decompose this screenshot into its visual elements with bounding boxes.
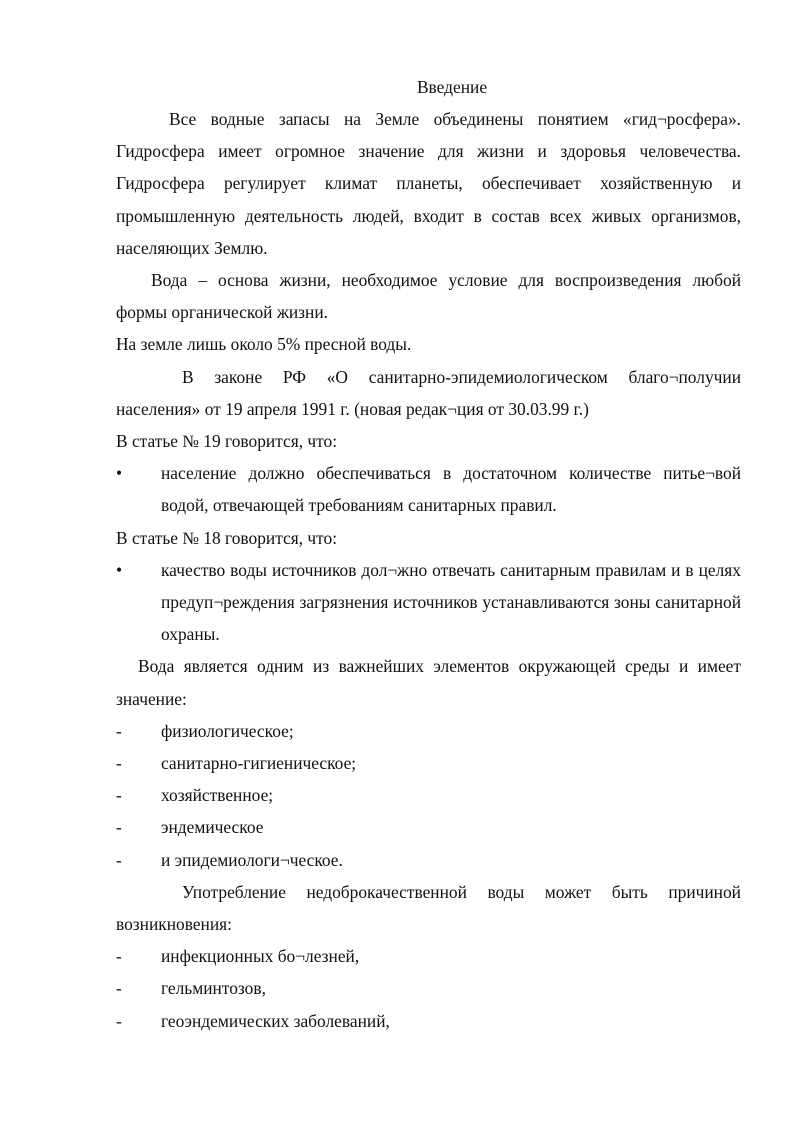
importance-list-item bbox=[116, 779, 741, 811]
dash-marker: - bbox=[116, 817, 122, 838]
importance-list-item bbox=[116, 747, 741, 779]
intro-paragraph: Все водные запасы на Земле объединены понятием «гид¬росфера». Гидросфера имеет огромное значение для жизни и здоровья человечества. Гидросфера регулирует климат планеты, обеспечивает хозяйственную и промышленную деятельность людей, входит в состав всех живых организмов, населяющих Землю. bbox=[116, 109, 741, 258]
list-item-text: гельминтозов, bbox=[161, 978, 266, 999]
article18-bullet-item bbox=[116, 554, 741, 651]
list-item-text: инфекционных бо¬лезней, bbox=[161, 946, 360, 967]
list-item-text: физиологическое; bbox=[161, 720, 294, 741]
dash-marker: - bbox=[116, 1010, 122, 1031]
list-item-text: и эпидемиологи¬ческое. bbox=[161, 849, 343, 870]
water-basis-paragraph: Вода – основа жизни, необходимое условие для воспроизведения любой формы органической жизни. bbox=[116, 270, 741, 323]
importance-list-item bbox=[116, 811, 741, 843]
bullet-marker: • bbox=[116, 463, 123, 484]
dash-marker: - bbox=[116, 946, 122, 967]
article19-heading: В статье № 19 говорится, что: bbox=[116, 431, 338, 452]
bullet-marker: • bbox=[116, 559, 123, 580]
article19-bullet-item bbox=[116, 457, 741, 521]
dash-marker: - bbox=[116, 849, 122, 870]
list-item-text: хозяйственное; bbox=[161, 785, 274, 806]
disease-list-item bbox=[116, 972, 741, 1004]
dash-marker: - bbox=[116, 785, 122, 806]
importance-paragraph: Вода является одним из важнейших элементов окружающей среды и имеет значение: bbox=[116, 656, 741, 709]
disease-list-item bbox=[116, 1005, 741, 1037]
article18-heading: В статье № 18 говорится, что: bbox=[116, 527, 338, 548]
list-item-text: геоэндемических заболеваний, bbox=[161, 1010, 390, 1031]
dash-marker: - bbox=[116, 753, 122, 774]
list-item-text: эндемическое bbox=[161, 817, 264, 838]
dash-marker: - bbox=[116, 720, 122, 741]
bullet-text-start: качество воды источников дол¬жно отвечать санитарным правилам и в целях предуп¬реждения загрязнения источников устанавливаются зоны санитарной охраны. bbox=[161, 559, 741, 645]
law-paragraph: В законе РФ «О санитарно-эпидемиологическом благо¬получии населения» от 19 апреля 1991 г. (новая редак¬ция от 30.03.99 г.) bbox=[116, 366, 741, 419]
bad-water-paragraph: Употребление недоброкачественной воды может быть причиной возникновения: bbox=[116, 881, 741, 935]
list-item-text: санитарно-гигиеническое; bbox=[161, 753, 357, 774]
bullet-text-start: население должно обеспечиваться в достаточном количестве питье¬вой водой, отвечающей требованиям санитарных правил. bbox=[161, 463, 741, 516]
dash-marker: - bbox=[116, 978, 122, 999]
importance-list-item bbox=[116, 844, 741, 876]
fresh-water-paragraph: На земле лишь около 5% пресной воды. bbox=[116, 334, 412, 355]
document-title: Введение bbox=[416, 77, 488, 97]
document-body bbox=[116, 103, 741, 1037]
importance-list-item bbox=[116, 715, 741, 747]
disease-list-item bbox=[116, 940, 741, 972]
